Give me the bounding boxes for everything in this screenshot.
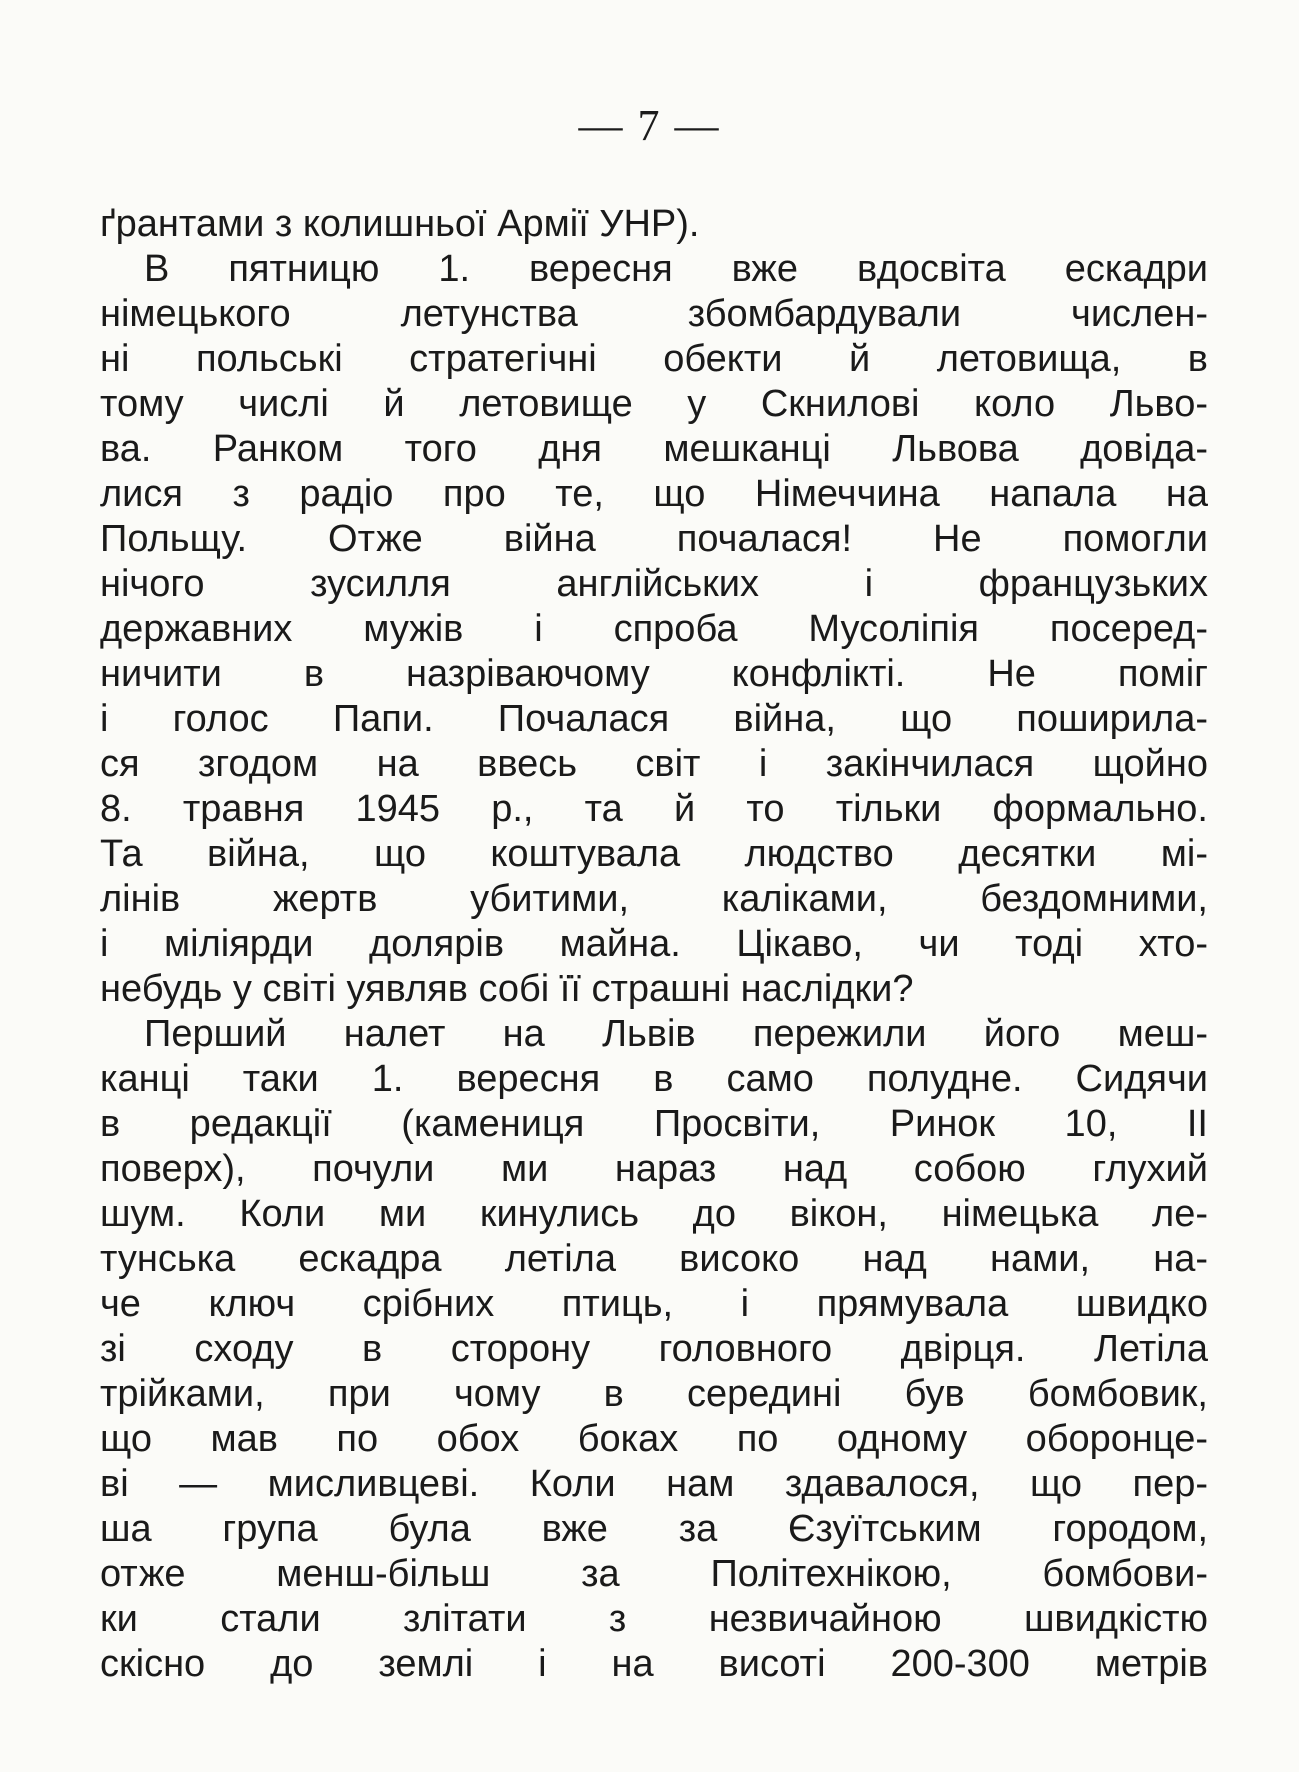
text-line: ґрантами з колишньої Армії УНР).	[100, 203, 700, 245]
body-text	[100, 202, 1208, 1687]
text-line: ва. Ранком того дня мешканці Львова довіда-	[100, 428, 1208, 470]
text-line: ша група була вже за Єзуїтським городом,	[100, 1508, 1208, 1550]
text-line: ки стали злітати з незвичайною швидкістю	[100, 1598, 1208, 1640]
text-line: отже менш-більш за Політехнікою, бомбови-	[100, 1553, 1208, 1595]
text-line: ничити в назріваючому конфлікті. Не поміг	[100, 653, 1208, 695]
text-line: ні польські стратегічні обекти й летовища, в	[100, 338, 1208, 380]
text-line: тому числі й летовище у Скнилові коло Льво-	[100, 383, 1208, 425]
text-line: трійками, при чому в середині був бомбовик,	[100, 1373, 1208, 1415]
page-number: — 7 —	[578, 101, 721, 150]
text-line: і міліярди долярів майна. Цікаво, чи тоді хто-	[100, 923, 1208, 965]
text-line: ві — мисливцеві. Коли нам здавалося, що пер-	[100, 1463, 1208, 1505]
text-line: Перший налет на Львів пережили його меш-	[144, 1013, 1208, 1055]
text-line: канці таки 1. вересня в само полудне. Сидячи	[100, 1058, 1208, 1100]
text-line: скісно до землі і на висоті 200-300 метрів	[100, 1643, 1208, 1685]
text-line: ся згодом на ввесь світ і закінчилася щойно	[100, 743, 1208, 785]
text-line: В пятницю 1. вересня вже вдосвіта ескадри	[144, 248, 1208, 290]
text-line: Та війна, що коштувала людство десятки мі-	[100, 833, 1208, 875]
text-line: лінів жертв убитими, каліками, бездомними,	[100, 878, 1208, 920]
text-line: в редакції (камениця Просвіти, Ринок 10, II	[100, 1103, 1208, 1145]
text-line: нічого зусилля англійських і французьких	[100, 563, 1208, 605]
text-line: зі сходу в сторону головного двірця. Летіла	[100, 1328, 1208, 1370]
text-line: і голос Папи. Почалася війна, що поширила-	[100, 698, 1208, 740]
text-line: тунська ескадра летіла високо над нами, на-	[100, 1238, 1208, 1280]
text-line: че ключ срібних птиць, і прямувала швидко	[100, 1283, 1208, 1325]
text-line: що мав по обох боках по одному оборонце-	[100, 1418, 1208, 1460]
text-line: державних мужів і спроба Мусоліпія посеред-	[100, 608, 1208, 650]
text-line: небудь у світі уявляв собі її страшні наслідки?	[100, 968, 914, 1010]
text-line: лися з радіо про те, що Німеччина напала на	[100, 473, 1208, 515]
text-line: поверх), почули ми нараз над собою глухий	[100, 1148, 1208, 1190]
text-line: 8. травня 1945 р., та й то тільки формально.	[100, 788, 1208, 830]
text-line: німецького летунства збомбардували числен-	[100, 293, 1208, 335]
text-line: шум. Коли ми кинулись до вікон, німецька ле-	[100, 1193, 1208, 1235]
text-line: Польщу. Отже війна почалася! Не помогли	[100, 518, 1208, 560]
